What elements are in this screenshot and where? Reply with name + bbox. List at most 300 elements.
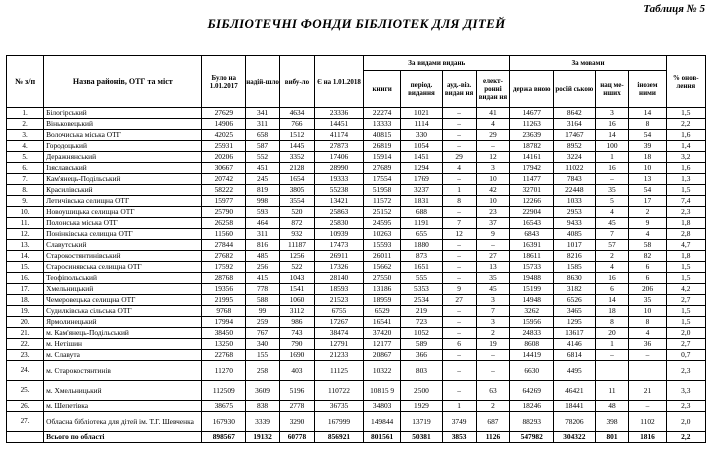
- table-row: [7, 152, 706, 163]
- cell-electronic: 7: [476, 306, 510, 317]
- cell-district-name: Віньковецький: [44, 119, 202, 130]
- cell-periodicals: 219: [401, 306, 443, 317]
- cell-electronic: 3: [476, 317, 510, 328]
- cell-russian: 18441: [554, 401, 596, 412]
- cell-books: 18959: [364, 295, 401, 306]
- cell-removed: 1043: [279, 273, 314, 284]
- cell-minority: 3: [595, 108, 629, 119]
- table-number-label: Таблиця № 5: [643, 3, 705, 15]
- cell-row-number: 7.: [7, 174, 44, 185]
- cell-books: 27689: [364, 163, 401, 174]
- cell-audiovisual: –: [442, 317, 476, 328]
- cell-foreign: 2: [629, 207, 666, 218]
- cell-district-name: Старокостянтинівський: [44, 251, 202, 262]
- cell-audiovisual: 1: [442, 185, 476, 196]
- cell-removed: 1654: [279, 174, 314, 185]
- cell-renewal: 1,8: [666, 218, 705, 229]
- cell-renewal: 1,5: [666, 306, 705, 317]
- total-removed: 60778: [279, 432, 314, 443]
- cell-district-name: м. Хмельницький: [44, 381, 202, 401]
- cell-russian: 4085: [554, 229, 596, 240]
- table-row: [7, 185, 706, 196]
- cell-books: 25152: [364, 207, 401, 218]
- cell-foreign: 10: [629, 306, 666, 317]
- cell-russian: 8642: [554, 108, 596, 119]
- cell-books: 13333: [364, 119, 401, 130]
- cell-row-number: 27.: [7, 412, 44, 432]
- table-row: [7, 207, 706, 218]
- cell-was: 42025: [202, 130, 246, 141]
- cell-books: 15662: [364, 262, 401, 273]
- cell-russian: 7843: [554, 174, 596, 185]
- table-row: [7, 284, 706, 295]
- cell-renewal: 3,3: [666, 381, 705, 401]
- cell-received: 819: [246, 185, 280, 196]
- cell-removed: 403: [279, 361, 314, 381]
- cell-removed: 3352: [279, 152, 314, 163]
- cell-district-name: Красилівський: [44, 185, 202, 196]
- cell-minority: 6: [595, 284, 629, 295]
- col-header-periodicals: період. видання: [401, 71, 443, 108]
- cell-was: 38675: [202, 401, 246, 412]
- total-state-language: 547982: [510, 432, 554, 443]
- cell-state-language: 15199: [510, 284, 554, 295]
- cell-minority: 100: [595, 141, 629, 152]
- cell-russian: 9433: [554, 218, 596, 229]
- cell-was: 27844: [202, 240, 246, 251]
- cell-periodicals: 330: [401, 130, 443, 141]
- total-russian: 304322: [554, 432, 596, 443]
- cell-audiovisual: –: [442, 350, 476, 361]
- cell-russian: 6526: [554, 295, 596, 306]
- cell-district-name: Городоцький: [44, 141, 202, 152]
- cell-books: 15593: [364, 240, 401, 251]
- cell-periodicals: 723: [401, 317, 443, 328]
- table-row: [7, 339, 706, 350]
- cell-renewal: 0,7: [666, 350, 705, 361]
- cell-state-language: 22904: [510, 207, 554, 218]
- cell-received: 485: [246, 251, 280, 262]
- cell-books: 12177: [364, 339, 401, 350]
- cell-minority: 57: [595, 240, 629, 251]
- cell-foreign: 54: [629, 185, 666, 196]
- cell-removed: 3290: [279, 412, 314, 432]
- cell-is: 110722: [314, 381, 363, 401]
- cell-renewal: 1,5: [666, 262, 705, 273]
- cell-is: 13421: [314, 196, 363, 207]
- cell-audiovisual: 6: [442, 339, 476, 350]
- cell-electronic: 3: [476, 295, 510, 306]
- cell-minority: –: [595, 174, 629, 185]
- cell-renewal: 1,5: [666, 317, 705, 328]
- col-header-minority: нац ме-нших: [595, 71, 629, 108]
- table-row: [7, 350, 706, 361]
- cell-removed: 1445: [279, 141, 314, 152]
- col-header-received: надій-шло: [246, 56, 280, 108]
- col-header-foreign: інозем ними: [629, 71, 666, 108]
- cell-books: 51958: [364, 185, 401, 196]
- cell-is: 18593: [314, 284, 363, 295]
- cell-audiovisual: –: [442, 251, 476, 262]
- cell-is: 6755: [314, 306, 363, 317]
- cell-received: 341: [246, 108, 280, 119]
- cell-periodicals: 1929: [401, 401, 443, 412]
- cell-electronic: 41: [476, 108, 510, 119]
- cell-row-number: 20.: [7, 317, 44, 328]
- cell-was: 167930: [202, 412, 246, 432]
- cell-russian: 4495: [554, 361, 596, 381]
- total-was: 898567: [202, 432, 246, 443]
- cell-is: 26911: [314, 251, 363, 262]
- cell-periodicals: 555: [401, 273, 443, 284]
- cell-russian: 3224: [554, 152, 596, 163]
- cell-is: 17267: [314, 317, 363, 328]
- cell-removed: 3112: [279, 306, 314, 317]
- cell-state-language: 16391: [510, 240, 554, 251]
- cell-was: 30667: [202, 163, 246, 174]
- cell-received: 767: [246, 328, 280, 339]
- col-header-number: № з/п: [7, 56, 44, 108]
- cell-district-name: м. Старокостянтинів: [44, 361, 202, 381]
- cell-row-number: 22.: [7, 339, 44, 350]
- cell-russian: 6814: [554, 350, 596, 361]
- cell-district-name: Ярмолинецький: [44, 317, 202, 328]
- cell-state-language: 8608: [510, 339, 554, 350]
- cell-received: 259: [246, 317, 280, 328]
- table-row: [7, 262, 706, 273]
- cell-row-number: 12.: [7, 229, 44, 240]
- cell-audiovisual: 27: [442, 295, 476, 306]
- cell-periodicals: 1052: [401, 328, 443, 339]
- cell-state-language: 32701: [510, 185, 554, 196]
- cell-district-name: Білогірський: [44, 108, 202, 119]
- cell-state-language: 64269: [510, 381, 554, 401]
- cell-russian: 1033: [554, 196, 596, 207]
- cell-periodicals: 13719: [401, 412, 443, 432]
- cell-renewal: 2,7: [666, 339, 705, 350]
- cell-was: 11560: [202, 229, 246, 240]
- table-row: [7, 130, 706, 141]
- cell-row-number: 26.: [7, 401, 44, 412]
- cell-state-language: 18782: [510, 141, 554, 152]
- cell-foreign: 18: [629, 152, 666, 163]
- cell-state-language: 18611: [510, 251, 554, 262]
- cell-removed: 1060: [279, 295, 314, 306]
- cell-was: 15977: [202, 196, 246, 207]
- cell-state-language: 12266: [510, 196, 554, 207]
- cell-electronic: 63: [476, 381, 510, 401]
- cell-audiovisual: –: [442, 174, 476, 185]
- cell-row-number: 21.: [7, 328, 44, 339]
- cell-books: 10322: [364, 361, 401, 381]
- cell-row-number: 17.: [7, 284, 44, 295]
- cell-foreign: 35: [629, 295, 666, 306]
- cell-minority: 5: [595, 196, 629, 207]
- cell-periodicals: 873: [401, 251, 443, 262]
- cell-electronic: 2: [476, 401, 510, 412]
- cell-foreign: 58: [629, 240, 666, 251]
- page-title: БІБЛІОТЕЧНІ ФОНДИ БІБЛІОТЕК ДЛЯ ДІТЕЙ: [207, 16, 506, 31]
- cell-electronic: 4: [476, 119, 510, 130]
- cell-books: 17554: [364, 174, 401, 185]
- cell-russian: 3465: [554, 306, 596, 317]
- cell-foreign: 39: [629, 141, 666, 152]
- cell-state-language: 14948: [510, 295, 554, 306]
- cell-district-name: Хмельницький: [44, 284, 202, 295]
- cell-periodicals: 1769: [401, 174, 443, 185]
- cell-books: 26819: [364, 141, 401, 152]
- cell-row-number: 2.: [7, 119, 44, 130]
- cell-district-name: Чемеровецька селищна ОТГ: [44, 295, 202, 306]
- col-header-russian: росій ською: [554, 71, 596, 108]
- cell-renewal: 2,3: [666, 361, 705, 381]
- cell-row-number: 23.: [7, 350, 44, 361]
- table-row: [7, 119, 706, 130]
- cell-electronic: 35: [476, 273, 510, 284]
- cell-foreign: 10: [629, 163, 666, 174]
- cell-received: 155: [246, 350, 280, 361]
- cell-books: 40815: [364, 130, 401, 141]
- table-row: [7, 401, 706, 412]
- cell-foreign: 4: [629, 328, 666, 339]
- cell-renewal: 1,8: [666, 251, 705, 262]
- cell-electronic: 42: [476, 185, 510, 196]
- cell-row-number: 8.: [7, 185, 44, 196]
- cell-district-name: Обласна бібліотека для дітей ім. Т.Г. Шевченка: [44, 412, 202, 432]
- cell-row-number: 15.: [7, 262, 44, 273]
- cell-renewal: 1,6: [666, 163, 705, 174]
- cell-was: 58222: [202, 185, 246, 196]
- cell-state-language: 14419: [510, 350, 554, 361]
- cell-renewal: 2,3: [666, 207, 705, 218]
- cell-books: 37420: [364, 328, 401, 339]
- cell-received: 3609: [246, 381, 280, 401]
- cell-state-language: 17942: [510, 163, 554, 174]
- cell-row-number: [7, 432, 44, 443]
- cell-was: 17592: [202, 262, 246, 273]
- cell-was: 20206: [202, 152, 246, 163]
- cell-periodicals: 1114: [401, 119, 443, 130]
- cell-state-language: 11263: [510, 119, 554, 130]
- cell-audiovisual: –: [442, 361, 476, 381]
- table-row: [7, 306, 706, 317]
- col-header-audiovisual: ауд.-віз. видан ня: [442, 71, 476, 108]
- cell-removed: 4634: [279, 108, 314, 119]
- cell-is: 11125: [314, 361, 363, 381]
- cell-audiovisual: 4: [442, 163, 476, 174]
- cell-renewal: 7,4: [666, 196, 705, 207]
- cell-electronic: 12: [476, 152, 510, 163]
- col-header-removed: вибу-ло: [279, 56, 314, 108]
- cell-audiovisual: –: [442, 141, 476, 152]
- cell-state-language: 14161: [510, 152, 554, 163]
- cell-is: 19333: [314, 174, 363, 185]
- cell-audiovisual: 29: [442, 152, 476, 163]
- table-row: [7, 229, 706, 240]
- table-row: [7, 251, 706, 262]
- table-row: [7, 361, 706, 381]
- cell-electronic: 27: [476, 251, 510, 262]
- total-periodicals: 50381: [401, 432, 443, 443]
- cell-was: 9768: [202, 306, 246, 317]
- cell-state-language: 24833: [510, 328, 554, 339]
- cell-district-name: Теофіпольський: [44, 273, 202, 284]
- cell-minority: 14: [595, 295, 629, 306]
- cell-periodicals: 1831: [401, 196, 443, 207]
- cell-russian: 1295: [554, 317, 596, 328]
- cell-is: 167999: [314, 412, 363, 432]
- cell-is: 17473: [314, 240, 363, 251]
- cell-district-name: Понінківська селищна ОТГ: [44, 229, 202, 240]
- cell-received: 838: [246, 401, 280, 412]
- cell-foreign: 4: [629, 229, 666, 240]
- cell-removed: 11187: [279, 240, 314, 251]
- cell-removed: 766: [279, 119, 314, 130]
- cell-removed: 986: [279, 317, 314, 328]
- cell-row-number: 14.: [7, 251, 44, 262]
- cell-foreign: 1102: [629, 412, 666, 432]
- cell-row-number: 18.: [7, 295, 44, 306]
- cell-periodicals: 688: [401, 207, 443, 218]
- cell-electronic: 10: [476, 196, 510, 207]
- cell-removed: 932: [279, 229, 314, 240]
- cell-district-name: Ізяславський: [44, 163, 202, 174]
- cell-periodicals: 2534: [401, 295, 443, 306]
- cell-periodicals: 366: [401, 350, 443, 361]
- cell-removed: 5196: [279, 381, 314, 401]
- table-row: [7, 174, 706, 185]
- cell-row-number: 16.: [7, 273, 44, 284]
- cell-received: 99: [246, 306, 280, 317]
- cell-audiovisual: –: [442, 240, 476, 251]
- cell-is: 23336: [314, 108, 363, 119]
- cell-books: 26011: [364, 251, 401, 262]
- cell-foreign: 17: [629, 196, 666, 207]
- cell-removed: 2128: [279, 163, 314, 174]
- cell-row-number: 11.: [7, 218, 44, 229]
- total-received: 19132: [246, 432, 280, 443]
- cell-renewal: 2,0: [666, 412, 705, 432]
- cell-russian: 8216: [554, 251, 596, 262]
- cell-periodicals: 1294: [401, 163, 443, 174]
- cell-was: 25931: [202, 141, 246, 152]
- table-total-row: [7, 432, 706, 443]
- cell-district-name: м. Нетішин: [44, 339, 202, 350]
- total-electronic: 1126: [476, 432, 510, 443]
- group-header-by-type: За видами видань: [364, 56, 510, 71]
- cell-state-language: 6843: [510, 229, 554, 240]
- cell-renewal: 4,2: [666, 284, 705, 295]
- table-row: [7, 328, 706, 339]
- table-row: [7, 381, 706, 401]
- col-header-renewal: % онов-лення: [666, 56, 705, 108]
- cell-renewal: 2,2: [666, 119, 705, 130]
- cell-was: 17994: [202, 317, 246, 328]
- cell-is: 36735: [314, 401, 363, 412]
- cell-state-language: 11477: [510, 174, 554, 185]
- cell-minority: 2: [595, 251, 629, 262]
- cell-received: 256: [246, 262, 280, 273]
- cell-russian: 8952: [554, 141, 596, 152]
- cell-periodicals: 2500: [401, 381, 443, 401]
- cell-removed: 790: [279, 339, 314, 350]
- cell-state-language: 18246: [510, 401, 554, 412]
- cell-minority: –: [595, 350, 629, 361]
- cell-foreign: 8: [629, 119, 666, 130]
- cell-russian: 13617: [554, 328, 596, 339]
- cell-russian: 46421: [554, 381, 596, 401]
- cell-state-language: 14677: [510, 108, 554, 119]
- cell-was: 11270: [202, 361, 246, 381]
- cell-was: 26258: [202, 218, 246, 229]
- total-is: 856921: [314, 432, 363, 443]
- cell-district-name: Новоушицька селищна ОТГ: [44, 207, 202, 218]
- cell-received: 415: [246, 273, 280, 284]
- table-row: [7, 196, 706, 207]
- cell-is: 10939: [314, 229, 363, 240]
- cell-is: 38474: [314, 328, 363, 339]
- cell-periodicals: 655: [401, 229, 443, 240]
- cell-electronic: 13: [476, 262, 510, 273]
- cell-audiovisual: –: [442, 273, 476, 284]
- table-row: [7, 141, 706, 152]
- cell-received: 816: [246, 240, 280, 251]
- cell-is: 28990: [314, 163, 363, 174]
- cell-is: 27873: [314, 141, 363, 152]
- cell-renewal: 1,4: [666, 141, 705, 152]
- cell-received: 587: [246, 141, 280, 152]
- cell-renewal: 2,3: [666, 401, 705, 412]
- cell-district-name: Летичівська селищна ОТГ: [44, 196, 202, 207]
- cell-row-number: 10.: [7, 207, 44, 218]
- cell-removed: 520: [279, 207, 314, 218]
- cell-received: 245: [246, 174, 280, 185]
- cell-electronic: –: [476, 350, 510, 361]
- cell-electronic: –: [476, 141, 510, 152]
- cell-district-name: м. Славута: [44, 350, 202, 361]
- cell-state-language: 16543: [510, 218, 554, 229]
- cell-books: 27550: [364, 273, 401, 284]
- cell-russian: 8630: [554, 273, 596, 284]
- cell-row-number: 4.: [7, 141, 44, 152]
- cell-renewal: 4,7: [666, 240, 705, 251]
- group-header-by-language: За мовами: [510, 56, 666, 71]
- cell-foreign: [629, 361, 666, 381]
- cell-was: 112509: [202, 381, 246, 401]
- cell-is: 14451: [314, 119, 363, 130]
- cell-district-name: Деражнянський: [44, 152, 202, 163]
- cell-electronic: 45: [476, 284, 510, 295]
- cell-district-name: Кам'янець-Подільський: [44, 174, 202, 185]
- cell-audiovisual: 12: [442, 229, 476, 240]
- cell-minority: 16: [595, 119, 629, 130]
- cell-minority: 1: [595, 152, 629, 163]
- cell-russian: 17467: [554, 130, 596, 141]
- cell-received: 593: [246, 207, 280, 218]
- cell-removed: 3554: [279, 196, 314, 207]
- cell-periodicals: 5353: [401, 284, 443, 295]
- cell-books: 149844: [364, 412, 401, 432]
- cell-foreign: –: [629, 401, 666, 412]
- cell-audiovisual: –: [442, 130, 476, 141]
- cell-row-number: 25.: [7, 381, 44, 401]
- cell-minority: 20: [595, 328, 629, 339]
- cell-periodicals: 803: [401, 361, 443, 381]
- cell-russian: 1585: [554, 262, 596, 273]
- cell-minority: 8: [595, 317, 629, 328]
- cell-books: 20867: [364, 350, 401, 361]
- cell-russian: 78206: [554, 412, 596, 432]
